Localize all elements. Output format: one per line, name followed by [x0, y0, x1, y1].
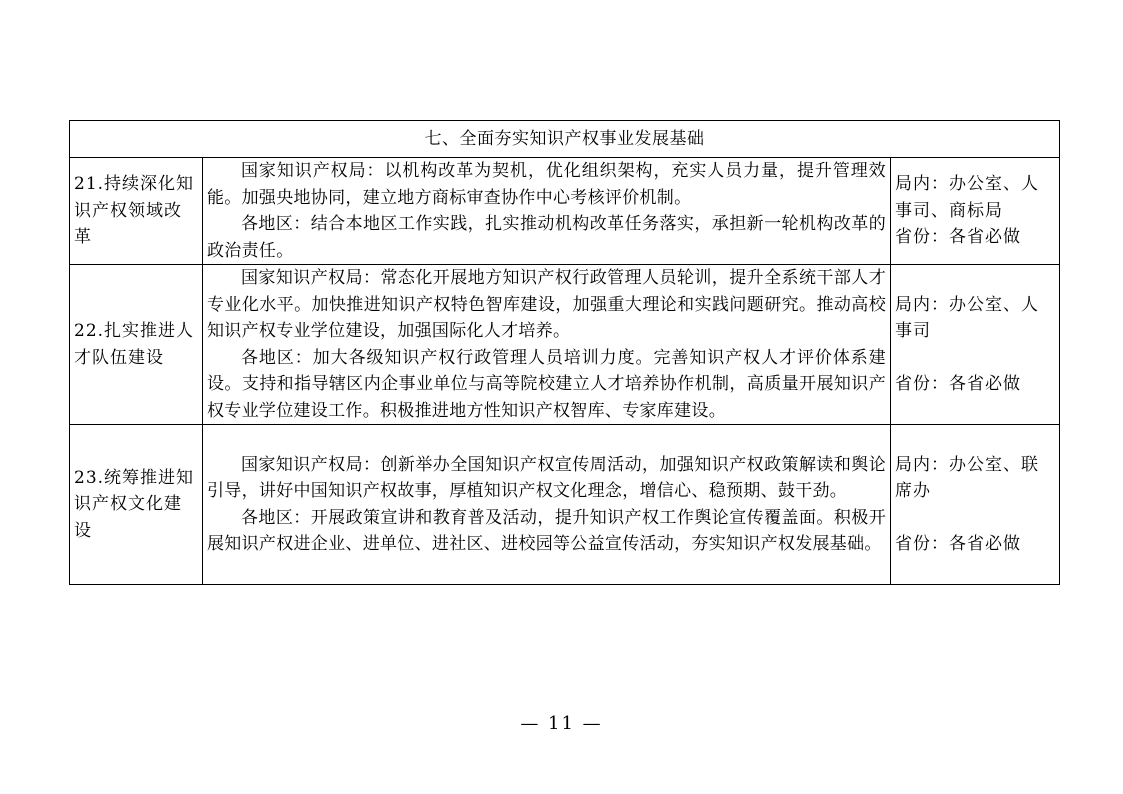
task-measures [203, 425, 891, 585]
task-measures [203, 158, 891, 265]
local-measure: 各地区：结合本地区工作实践，扎实推动机构改革任务落实，承担新一轮机构改革的政治责任。 [207, 214, 886, 261]
national-measure: 国家知识产权局：常态化开展地方知识产权行政管理人员轮训，提升全系统干部人才专业化水平。加快推进知识产权特色智库建设，加强重大理论和实践问题研究。推动高校知识产权专业学位建设，加强国际化人才培养。 [207, 268, 886, 341]
internal-owners: 局内：办公室、联席办 [895, 454, 1039, 501]
provincial-owners: 省份：各省必做 [895, 374, 1021, 394]
task-owners [891, 158, 1060, 265]
internal-owners: 局内：办公室、人事司 [895, 294, 1039, 341]
section-title: 七、全面夯实知识产权事业发展基础 [70, 121, 1060, 158]
provincial-owners: 省份：各省必做 [895, 534, 1021, 554]
spacer [895, 505, 1055, 532]
table-row [70, 425, 1060, 585]
provincial-owners: 省份：各省必做 [895, 227, 1021, 248]
spacer [895, 345, 1055, 372]
national-measure: 国家知识产权局：以机构改革为契机，优化组织架构，充实人员力量，提升管理效能。加强央地协同，建立地方商标审查协作中心考核评价机制。 [207, 161, 886, 208]
table-row [70, 158, 1060, 265]
task-name: 21.持续深化知识产权领域改革 [70, 158, 203, 265]
task-name: 23.统筹推进知识产权文化建设 [70, 425, 203, 585]
local-measure: 各地区：开展政策宣讲和教育普及活动，提升知识产权工作舆论宣传覆盖面。积极开展知识产权进企业、进单位、进社区、进校园等公益宣传活动，夯实知识产权发展基础。 [207, 507, 886, 554]
table-row [70, 265, 1060, 425]
page-number: — 11 — [520, 713, 603, 734]
task-owners [891, 265, 1060, 425]
internal-owners: 局内：办公室、人事司、商标局 [895, 174, 1039, 221]
local-measure: 各地区：加大各级知识产权行政管理人员培训力度。完善知识产权人才评价体系建设。支持和指导辖区内企事业单位与高等院校建立人才培养协作机制，高质量开展知识产权专业学位建设工作。积极推进地方性知识产权智库、专家库建设。 [207, 347, 886, 421]
section-header-row [70, 121, 1060, 158]
task-owners [891, 425, 1060, 585]
national-measure: 国家知识产权局：创新举办全国知识产权宣传周活动，加强知识产权政策解读和舆论引导，讲好中国知识产权故事，厚植知识产权文化理念，增信心、稳预期、鼓干劲。 [207, 454, 886, 501]
task-table [69, 120, 1060, 585]
task-measures [203, 265, 891, 425]
task-name: 22.扎实推进人才队伍建设 [70, 265, 203, 425]
